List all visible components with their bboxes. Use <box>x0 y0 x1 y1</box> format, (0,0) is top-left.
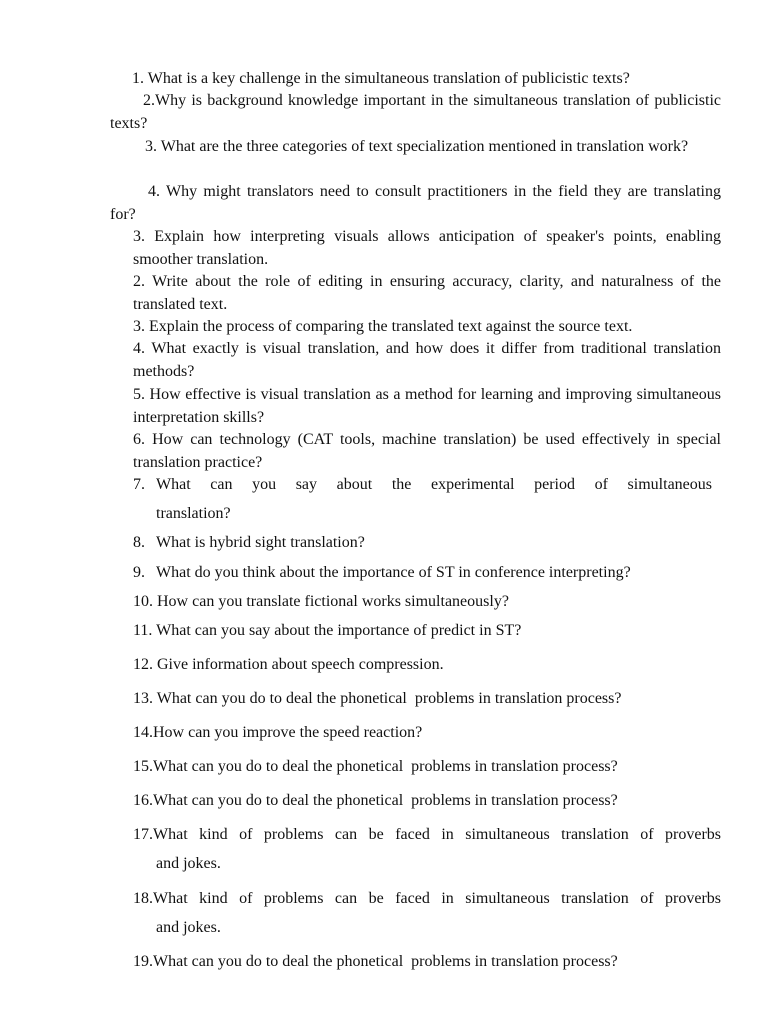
question-15 <box>133 620 521 643</box>
question-text: Write about the role of editing in ensuring accuracy, clarity, and naturalness of the translated text. <box>133 273 722 313</box>
question-9 <box>133 384 721 429</box>
question-number: 5. <box>133 386 145 403</box>
question-8 <box>133 338 721 383</box>
question-3 <box>110 136 721 159</box>
question-2 <box>110 90 721 135</box>
question-number: 16. <box>133 792 153 809</box>
question-number: 3. <box>133 318 145 335</box>
question-number: 4. <box>148 183 160 200</box>
question-number: 7. <box>133 476 145 493</box>
question-text: What is a key challenge in the simultaneous translation of publicistic texts? <box>147 70 630 87</box>
question-number: 4. <box>133 340 145 357</box>
question-text: Give information about speech compression. <box>157 656 444 673</box>
question-number: 13. <box>133 690 153 707</box>
question-line <box>133 824 721 847</box>
question-line <box>133 888 721 911</box>
question-14 <box>133 591 509 614</box>
question-number: 3. <box>145 138 157 155</box>
question-4 <box>110 181 721 226</box>
question-text: What can you say about the importance of predict in ST? <box>156 622 522 639</box>
question-18 <box>133 722 422 745</box>
question-number: 6. <box>133 431 145 448</box>
question-number: 19. <box>133 953 153 970</box>
question-number: 10. <box>133 593 153 610</box>
question-number: 9. <box>133 564 145 581</box>
question-text: What kind of problems can be faced in simultaneous translation of proverbs <box>153 826 721 843</box>
question-7 <box>133 316 721 339</box>
question-19 <box>133 756 618 779</box>
question-5 <box>133 226 721 271</box>
question-text: How effective is visual translation as a method for learning and improving simultaneous interpretation skills? <box>133 386 722 426</box>
question-number: 12. <box>133 656 153 673</box>
question-text: What is hybrid sight translation? <box>156 534 365 551</box>
question-text-continued: translation? <box>156 505 231 522</box>
question-number: 18. <box>133 890 153 907</box>
question-1 <box>132 68 732 91</box>
question-text: What do you think about the importance of ST in conference interpreting? <box>156 564 631 581</box>
question-23 <box>133 951 618 974</box>
question-20 <box>133 790 618 813</box>
question-number: 14. <box>133 724 153 741</box>
question-text-line <box>156 474 712 497</box>
question-text: Explain the process of comparing the translated text against the source text. <box>149 318 633 335</box>
question-text: What are the three categories of text specialization mentioned in translation work? <box>160 138 689 155</box>
question-text: Why might translators need to consult practitioners in the field they are translating for? <box>110 183 721 223</box>
question-number: 2. <box>133 273 145 290</box>
question-text: What can you do to deal the phonetical problems in translation process? <box>153 953 618 970</box>
question-text: What kind of problems can be faced in simultaneous translation of proverbs <box>153 890 721 907</box>
question-number: 3. <box>133 228 145 245</box>
question-text: What can you do to deal the phonetical problems in translation process? <box>153 758 618 775</box>
question-text: How can you translate fictional works simultaneously? <box>157 593 509 610</box>
question-text: How can technology (CAT tools, machine translation) be used effectively in special translation practice? <box>133 431 721 471</box>
question-text: What can you do to deal the phonetical problems in translation process? <box>153 792 618 809</box>
question-text: What can you say about the experimental period of simultaneous <box>156 476 712 493</box>
question-10 <box>133 429 721 474</box>
question-17 <box>133 688 621 711</box>
question-text: Explain how interpreting visuals allows anticipation of speaker's points, enabling smoother translation. <box>133 228 722 268</box>
question-number: 2. <box>143 92 155 109</box>
question-number: 8. <box>133 534 145 551</box>
question-number: 1. <box>132 70 144 87</box>
question-number: 17. <box>133 826 153 843</box>
question-text-continued: and jokes. <box>156 855 221 872</box>
question-text: Why is background knowledge important in the simultaneous translation of publicistic texts? <box>110 92 721 132</box>
question-16 <box>133 654 444 677</box>
question-text: How can you improve the speed reaction? <box>153 724 423 741</box>
question-6 <box>133 271 721 316</box>
question-text: What can you do to deal the phonetical problems in translation process? <box>156 690 622 707</box>
question-number: 15. <box>133 758 153 775</box>
question-number: 11. <box>133 622 153 639</box>
question-text-continued: and jokes. <box>156 919 221 936</box>
question-text: What exactly is visual translation, and how does it differ from traditional translation methods? <box>133 340 721 380</box>
